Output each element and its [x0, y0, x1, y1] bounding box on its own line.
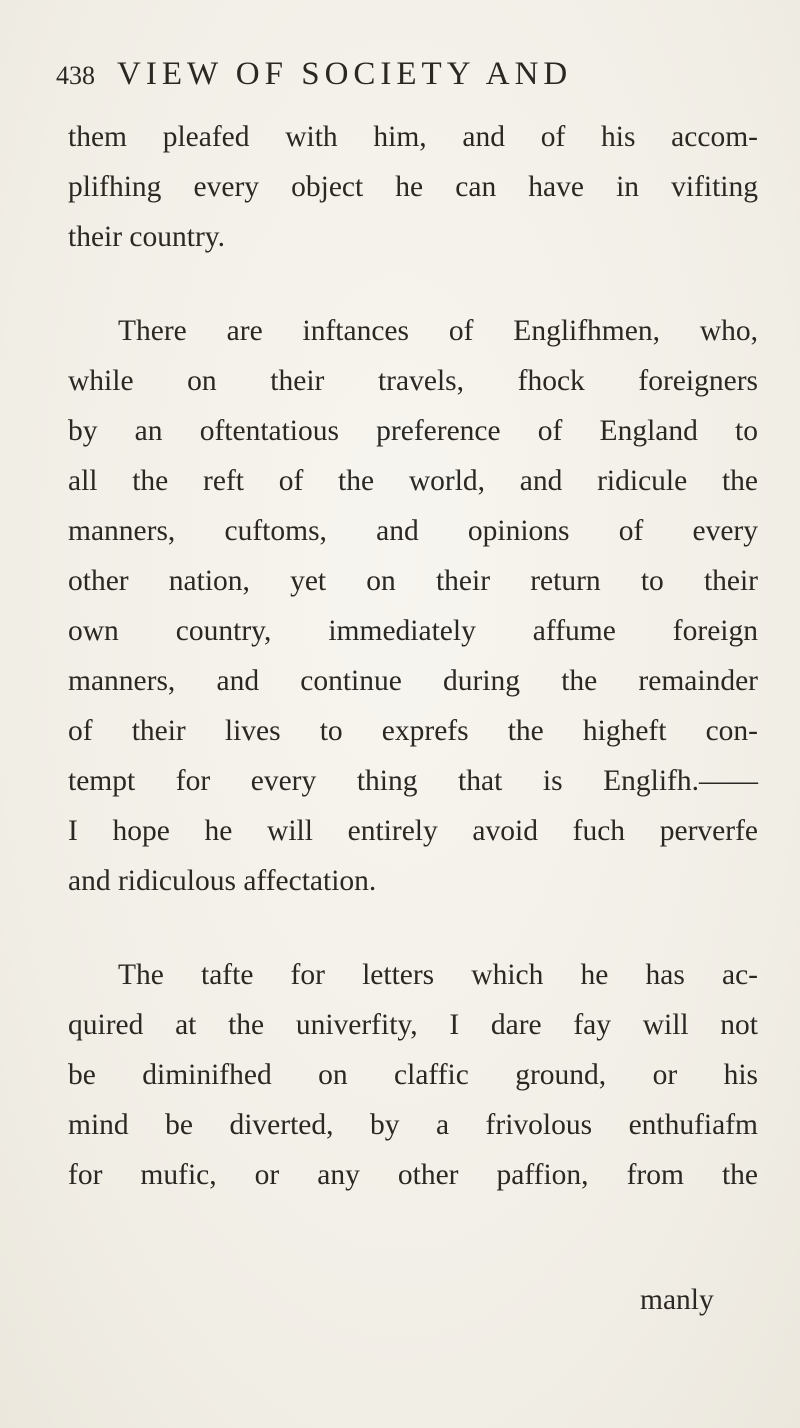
text-line: quired at the univerfity, I dare fay will not: [68, 1009, 758, 1041]
text-line: tempt for every thing that is Englifh.——: [68, 765, 758, 797]
paragraph-gap: [68, 906, 758, 950]
text-line: The tafte for letters which he has ac-: [118, 959, 758, 991]
text-line: for mufic, or any other paffion, from the: [68, 1159, 758, 1191]
text-line: plifhing every object he can have in vifiting: [68, 171, 758, 203]
page-number: 438: [56, 61, 95, 90]
text-line: other nation, yet on their return to their: [68, 565, 758, 597]
running-title: VIEW OF SOCIETY AND: [117, 56, 573, 92]
text-line: There are inftances of Englifhmen, who,: [118, 315, 758, 347]
text-line: of their lives to exprefs the higheft con-: [68, 715, 758, 747]
text-line: them pleafed with him, and of his accom-: [68, 121, 758, 153]
text-line: own country, immediately affume foreign: [68, 615, 758, 647]
text-line: and ridiculous affectation.: [68, 865, 377, 897]
paragraph-3: [68, 950, 758, 1200]
body-text: [68, 112, 758, 1200]
text-line: all the reft of the world, and ridicule the: [68, 465, 758, 497]
paragraph-gap: [68, 262, 758, 306]
text-line: manners, cuftoms, and opinions of every: [68, 515, 758, 547]
catchword: manly: [640, 1284, 714, 1316]
paragraph-1: [68, 112, 758, 262]
paragraph-2: [68, 306, 758, 906]
text-line: while on their travels, fhock foreigners: [68, 365, 758, 397]
text-line: mind be diverted, by a frivolous enthufiafm: [68, 1109, 758, 1141]
text-line: be diminifhed on claffic ground, or his: [68, 1059, 758, 1091]
running-head: [56, 56, 696, 100]
text-line: their country.: [68, 221, 226, 253]
text-line: by an oftentatious preference of England to: [68, 415, 758, 447]
text-line: manners, and continue during the remainder: [68, 665, 758, 697]
text-line: I hope he will entirely avoid fuch perverfe: [68, 815, 758, 847]
